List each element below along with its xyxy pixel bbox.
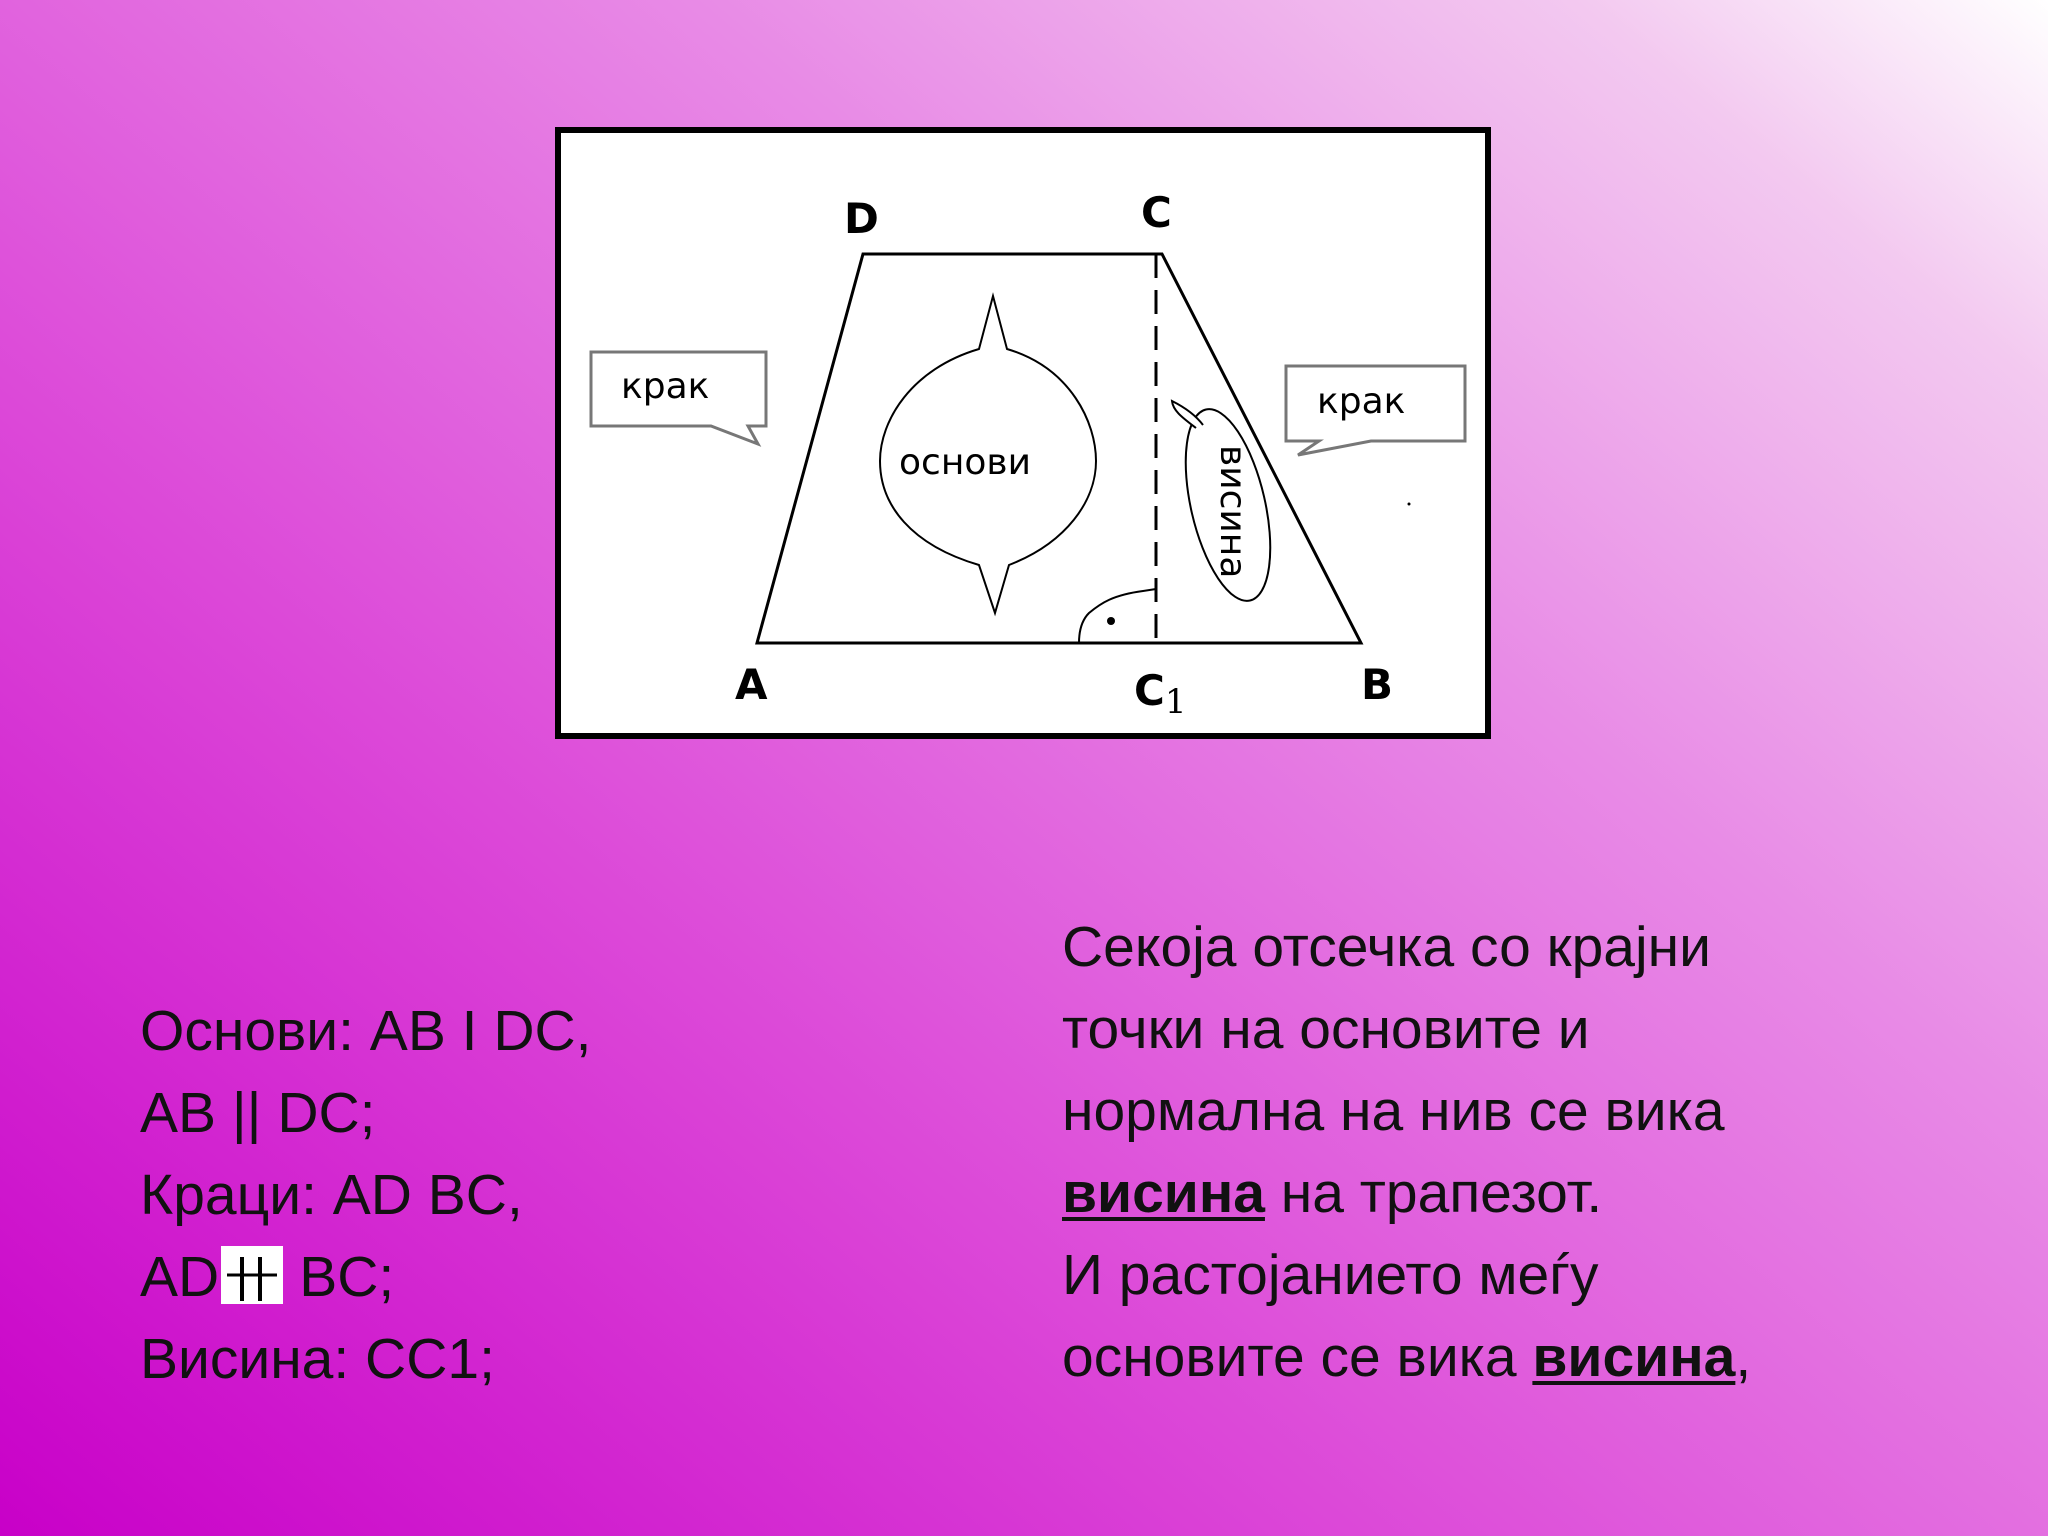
right-angle-dot — [1107, 617, 1115, 625]
legs-not-parallel-start: AD — [140, 1245, 220, 1309]
definition-line-3: нормална на нив се вика — [1062, 1079, 1725, 1143]
definition-line-6-end: , — [1735, 1325, 1752, 1389]
right-angle-mark — [1079, 589, 1156, 643]
bases-line: Основи: AB I DC, — [140, 999, 592, 1063]
vertex-label-c1-subscript: 1 — [1164, 682, 1187, 722]
definition-line-6-start: основите се вика — [1062, 1325, 1533, 1389]
bases-parallel-line: AB || DC; — [140, 1081, 376, 1145]
callout-leg-left-label: крак — [621, 366, 710, 407]
legs-line: Краци: AD BC, — [140, 1163, 523, 1227]
definition-line-2: точки на основите и — [1062, 997, 1590, 1061]
height-line-text: Висина: CC1; — [140, 1327, 495, 1391]
vertex-label-c: C — [1141, 188, 1172, 237]
stray-dot — [1408, 503, 1411, 506]
trapezoid-figure — [555, 127, 1491, 739]
callout-leg-right-label: крак — [1317, 381, 1406, 422]
legs-not-parallel-line — [140, 1236, 592, 1318]
callout-bases-label: основи — [899, 442, 1031, 483]
vertex-label-b: B — [1361, 660, 1394, 709]
definition-line-5: И растојанието меѓу — [1062, 1243, 1599, 1307]
trapezoid-diagram — [561, 133, 1485, 733]
term-height-1: висина — [1062, 1161, 1265, 1225]
vertex-label-c1 — [1134, 666, 1186, 722]
legs-not-parallel-end: BC; — [299, 1245, 395, 1309]
vertex-label-a: A — [735, 660, 768, 709]
not-parallel-icon — [221, 1246, 283, 1304]
callout-height-label: висина — [1212, 445, 1253, 579]
vertex-label-d: D — [844, 194, 879, 243]
definition-line-1: Секоја отсечка со крајни — [1062, 915, 1711, 979]
term-height-2: висина — [1532, 1325, 1736, 1389]
definition-line-4-rest: на трапезот. — [1264, 1161, 1603, 1225]
definition-line-4 — [1062, 1152, 1751, 1234]
vertex-label-c1-main: C — [1134, 666, 1165, 715]
definition-right — [1062, 906, 1751, 1398]
definition-line-6 — [1062, 1316, 1751, 1398]
definitions-left — [140, 990, 592, 1400]
